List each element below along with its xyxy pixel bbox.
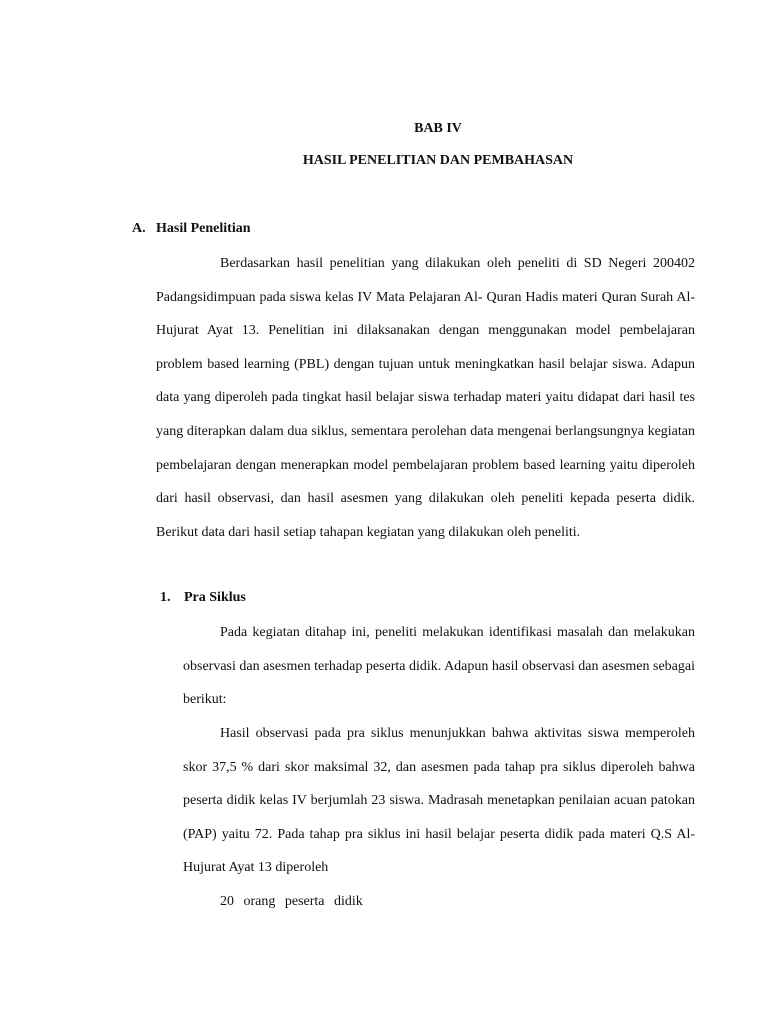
subsection-marker: 1. [160, 590, 171, 605]
chapter-title: HASIL PENELITIAN DAN PEMBAHASAN [302, 153, 574, 168]
section-heading-a [132, 221, 251, 237]
pra-siklus-paragraph-1: Pada kegiatan ditahap ini, peneliti melakukan identifikasi masalah dan melakukan observasi dan asesmen terhadap peserta didik. Adapun hasil observasi dan asesmen sebagai berikut: [183, 625, 695, 708]
subsection-heading-1 [160, 590, 246, 606]
pra-siklus-paragraph-2-body: Hasil observasi pada pra siklus menunjukkan bahwa aktivitas siswa memperoleh skor 37,5 % dari skor maksimal 32, dan asesmen pada tahap pra siklus diperoleh bahwa peserta didik kelas IV berjumlah 23 siswa. Madrasah menetapkan penilaian acuan patokan (PAP) yaitu 72. Pada tahap pra siklus ini hasil belajar peserta didik pada materi Q.S Al-Hujurat Ayat 13 diperoleh [183, 726, 695, 876]
chapter-label: BAB IV [414, 121, 462, 136]
pra-siklus-paragraph-2 [183, 717, 695, 919]
section-a-paragraph: Berdasarkan hasil penelitian yang dilakukan oleh peneliti di SD Negeri 200402 Padangsidimpuan pada siswa kelas IV Mata Pelajaran Al- Quran Hadis materi Quran Surah Al-Hujurat Ayat 13. Penelitian ini dilaksanakan dengan menggunakan model pembelajaran problem based learning (PBL) dengan tujuan untuk meningkatkan hasil belajar siswa. Adapun data yang diperoleh pada tingkat hasil belajar siswa terhadap materi yaitu didapat dari hasil tes yang diterapkan dalam dua siklus, sementara perolehan data mengenai berlangsungnya kegiatan pembelajaran dengan menerapkan model pembelajaran problem based learning yaitu diperoleh dari hasil observasi, dan hasil asesmen yang dilakukan oleh peneliti kepada peserta didik. Berikut data dari hasil setiap tahapan kegiatan yang dilakukan oleh peneliti. [156, 256, 695, 540]
pra-siklus-paragraph-2-tail: 20 orang peserta didik [220, 893, 363, 909]
section-marker: A. [132, 221, 146, 236]
subsection-heading-text: Pra Siklus [184, 590, 246, 605]
section-heading-text: Hasil Penelitian [156, 221, 251, 236]
